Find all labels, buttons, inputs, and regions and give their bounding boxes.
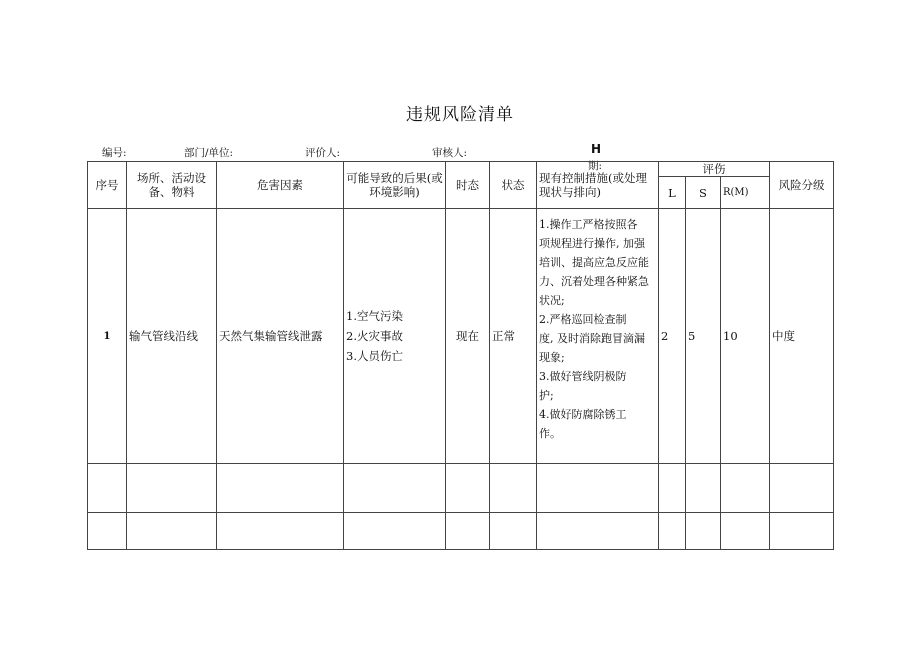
consequence-line: 1.空气污染 <box>346 309 403 323</box>
measure-line: 力、沉着处理各种紧急 <box>539 275 649 288</box>
header-eval: 评伤 <box>659 162 770 177</box>
risk-table <box>87 161 834 550</box>
consequence-line: 3.人员伤亡 <box>346 349 403 363</box>
cell-place: 输气管线沿线 <box>127 209 217 464</box>
table-row <box>88 209 834 464</box>
consequence-line: 2.火灾事故 <box>346 329 403 343</box>
header-row <box>88 162 834 177</box>
measure-line: 培训、提高应急反应能 <box>539 256 649 269</box>
evaluator-label: 评价人: <box>305 147 341 159</box>
cell-seq: 1 <box>88 209 127 464</box>
cell-tense: 现在 <box>446 209 490 464</box>
header-S: S <box>686 177 721 209</box>
empty-row <box>88 464 834 513</box>
measure-line: 状况; <box>539 294 565 307</box>
cell-consequence <box>344 209 446 464</box>
cell-S: 5 <box>686 209 721 464</box>
document-title: 违规风险清单 <box>406 105 514 125</box>
header-R: R(M) <box>721 177 770 209</box>
header-place: 场所、活动设备、物料 <box>127 162 217 209</box>
stray-mark: H <box>591 142 602 156</box>
header-L: L <box>659 177 686 209</box>
measure-line: 2.严格巡回检查制 <box>539 313 627 326</box>
reviewer-label: 审核人: <box>432 147 468 159</box>
measure-line: 现象; <box>539 351 565 364</box>
measure-line: 作。 <box>539 427 561 440</box>
header-tense: 时态 <box>446 162 490 209</box>
cell-R: 10 <box>721 209 770 464</box>
header-hazard: 危害因素 <box>217 162 344 209</box>
cell-risk-level: 中度 <box>770 209 834 464</box>
measure-line: 3.做好管线阴极防 <box>539 370 627 383</box>
header-consequence: 可能导致的后果(或环境影响) <box>344 162 446 209</box>
code-label: 编号: <box>102 147 127 159</box>
measure-line: 4.做好防腐除锈工 <box>539 408 627 421</box>
header-risk-level: 风险分级 <box>770 162 834 209</box>
measure-line: 1.操作工严格按照各 <box>539 218 638 231</box>
header-measures: 现有控制措施(或处理现状与排向) <box>537 162 659 209</box>
header-state: 状态 <box>490 162 537 209</box>
empty-row <box>88 513 834 550</box>
measure-line: 度, 及时消除跑冒滴漏 <box>539 332 645 345</box>
header-seq: 序号 <box>88 162 127 209</box>
cell-L: 2 <box>659 209 686 464</box>
department-label: 部门/单位: <box>184 147 234 159</box>
cell-measures <box>537 209 659 464</box>
cell-state: 正常 <box>490 209 537 464</box>
cell-hazard: 天然气集输管线泄露 <box>217 209 344 464</box>
date-label: 期: <box>588 160 603 172</box>
measure-line: 项规程进行操作, 加强 <box>539 237 645 250</box>
measure-line: 护; <box>539 389 554 402</box>
